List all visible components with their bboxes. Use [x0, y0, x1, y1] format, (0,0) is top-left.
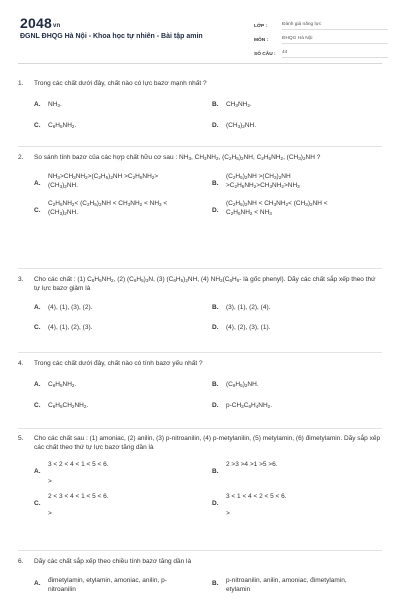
option-a[interactable]: A. đimetylamin, etylamin, amoniac, anilin, p- nitroanilin	[34, 576, 167, 593]
page-title: ĐGNL ĐHQG Hà Nội - Khoa học tự nhiên - Bài tập amin	[20, 33, 203, 40]
answer-options	[34, 101, 382, 131]
question-stem	[18, 360, 382, 369]
meta-info	[254, 16, 388, 58]
option-d[interactable]: D. (4), (2), (3), (1).	[212, 324, 271, 332]
option-c[interactable]: C. $C_6H_5CH_2NH_2$.	[34, 401, 89, 409]
option-c[interactable]: C. (4), (1), (2), (3).	[34, 324, 93, 332]
option-b[interactable]: B. (3), (1), (2), (4).	[212, 303, 271, 311]
question-text: Cho các chất sau : (1) amoniac, (2) anilin, (3) p-nitroanilin, (4) p-metylanilin, (5) metylamin, (6) đimetylamin. Dãy sắp xếp các chất theo thứ tự lực bazơ tăng dần là	[34, 435, 381, 451]
page-header	[18, 0, 382, 64]
meta-lop-label: LỚP :	[254, 23, 268, 29]
option-a[interactable]: A. $NH_3$.	[34, 100, 62, 108]
answer-options	[34, 173, 382, 218]
question-text: Trong các chất dưới đây, chất nào có lực bazơ mạnh nhất ?	[34, 80, 207, 87]
answer-options	[34, 381, 382, 411]
divider	[18, 352, 382, 353]
question-stem	[18, 276, 382, 294]
option-d[interactable]: D. $(CH_3)_2NH$.	[212, 121, 257, 129]
meta-socau-value: 44	[282, 50, 388, 58]
question-4	[18, 360, 382, 410]
answer-options	[34, 577, 382, 595]
option-d[interactable]: D. $(C_2H_5)_2NH < CH_3NH_2< (CH_3)_2NH$ < $C_2H_5NH_2 < NH_3$	[212, 200, 328, 217]
logo-suffix: vn	[52, 23, 61, 29]
option-a[interactable]: A. 3 < 2 < 4 < 1 < 5 < 6. >	[34, 460, 109, 486]
answer-options	[34, 304, 382, 334]
option-a[interactable]: A. (4), (1), (3), (2).	[34, 303, 93, 311]
question-text: Dãy các chất sắp xếp theo chiều tính bazơ tăng dần là	[34, 558, 192, 565]
meta-mon	[254, 30, 388, 44]
option-b[interactable]: B. $CH_3NH_2$.	[212, 100, 252, 108]
divider	[18, 146, 382, 147]
question-text: So sánh tính bazơ của các hợp chất hữu cơ sau : $NH_3$, $CH_3NH_2$, $(C_2H_5)_2NH$, $C_2H_5NH_2$, $(CH_3)_2NH$ ?	[34, 154, 321, 161]
option-a[interactable]: A. $NH_3>CH_3NH_2>(C_2H_5)_2NH >C_2H_5NH_2>$ $(CH_3)_2NH$.	[34, 172, 159, 189]
question-2	[18, 154, 382, 218]
option-a[interactable]: A. $C_6H_5NH_2$.	[34, 380, 77, 388]
site-logo[interactable]: 2048vn	[20, 15, 61, 31]
question-stem	[18, 558, 382, 567]
question-stem	[18, 154, 382, 163]
option-b[interactable]: B. 2 >3 >4 >1 >5 >6.	[212, 460, 278, 475]
question-6	[18, 558, 382, 594]
option-b[interactable]: B. $(C_2H_5)_2NH >(CH_3)_2NH$ $>C_2H_5NH_2>CH_3NH_2>NH_3$	[212, 172, 300, 189]
question-number: 4.	[18, 360, 24, 367]
question-number: 3.	[18, 276, 24, 283]
question-number: 2.	[18, 154, 24, 161]
option-b[interactable]: B. p-nitroanilin, anilin, amoniac, đimetylamin, etylamin	[212, 576, 347, 593]
question-text: Cho các chất : (1) $C_6H_5NH_2$, (2) $(C_6H_5)_3N$, (3) $(C_6H_5)_2NH$, (4) $NH_3(C_6H_5-$ là gốc phenyl). Dãy các chất sắp xếp theo thứ tự lực bazơ giảm là	[34, 276, 376, 292]
option-c[interactable]: C. 2 < 3 < 4 < 1 < 5 < 6. >	[34, 492, 109, 518]
meta-socau-label: SỐ CÂU :	[254, 51, 276, 57]
option-c[interactable]: C. $C_6H_5NH_2$.	[34, 121, 77, 129]
question-number: 6.	[18, 558, 24, 565]
question-5	[18, 435, 382, 519]
divider	[18, 550, 382, 551]
option-d[interactable]: D. $p-CH_3C_6H_4NH_2$.	[212, 401, 273, 409]
question-stem	[18, 80, 382, 89]
question-3	[18, 276, 382, 333]
meta-lop	[254, 16, 388, 30]
meta-lop-value: Đánh giá năng lực	[282, 22, 388, 30]
divider	[18, 268, 382, 269]
question-text: Trong các chất dưới đây, chất nào có tính bazơ yếu nhất ?	[34, 360, 203, 367]
question-stem	[18, 435, 382, 453]
meta-mon-label: MÔN :	[254, 37, 269, 43]
question-number: 1.	[18, 80, 24, 87]
meta-socau	[254, 44, 388, 58]
option-c[interactable]: C. $C_2H_5NH_2< (C_2H_5)_2NH < CH_3NH_2 < NH_3$ < $(CH_3)_2NH$.	[34, 200, 168, 217]
answer-options	[34, 461, 382, 520]
option-b[interactable]: B. $(C_6H_5)_2NH$.	[212, 380, 259, 388]
question-1	[18, 80, 382, 130]
divider	[18, 428, 382, 429]
option-d[interactable]: D. 3 < 1 < 4 < 2 < 5 < 6. >	[212, 492, 287, 518]
meta-mon-value: ĐHQG Hà Nội	[282, 36, 388, 44]
question-number: 5.	[18, 435, 24, 442]
